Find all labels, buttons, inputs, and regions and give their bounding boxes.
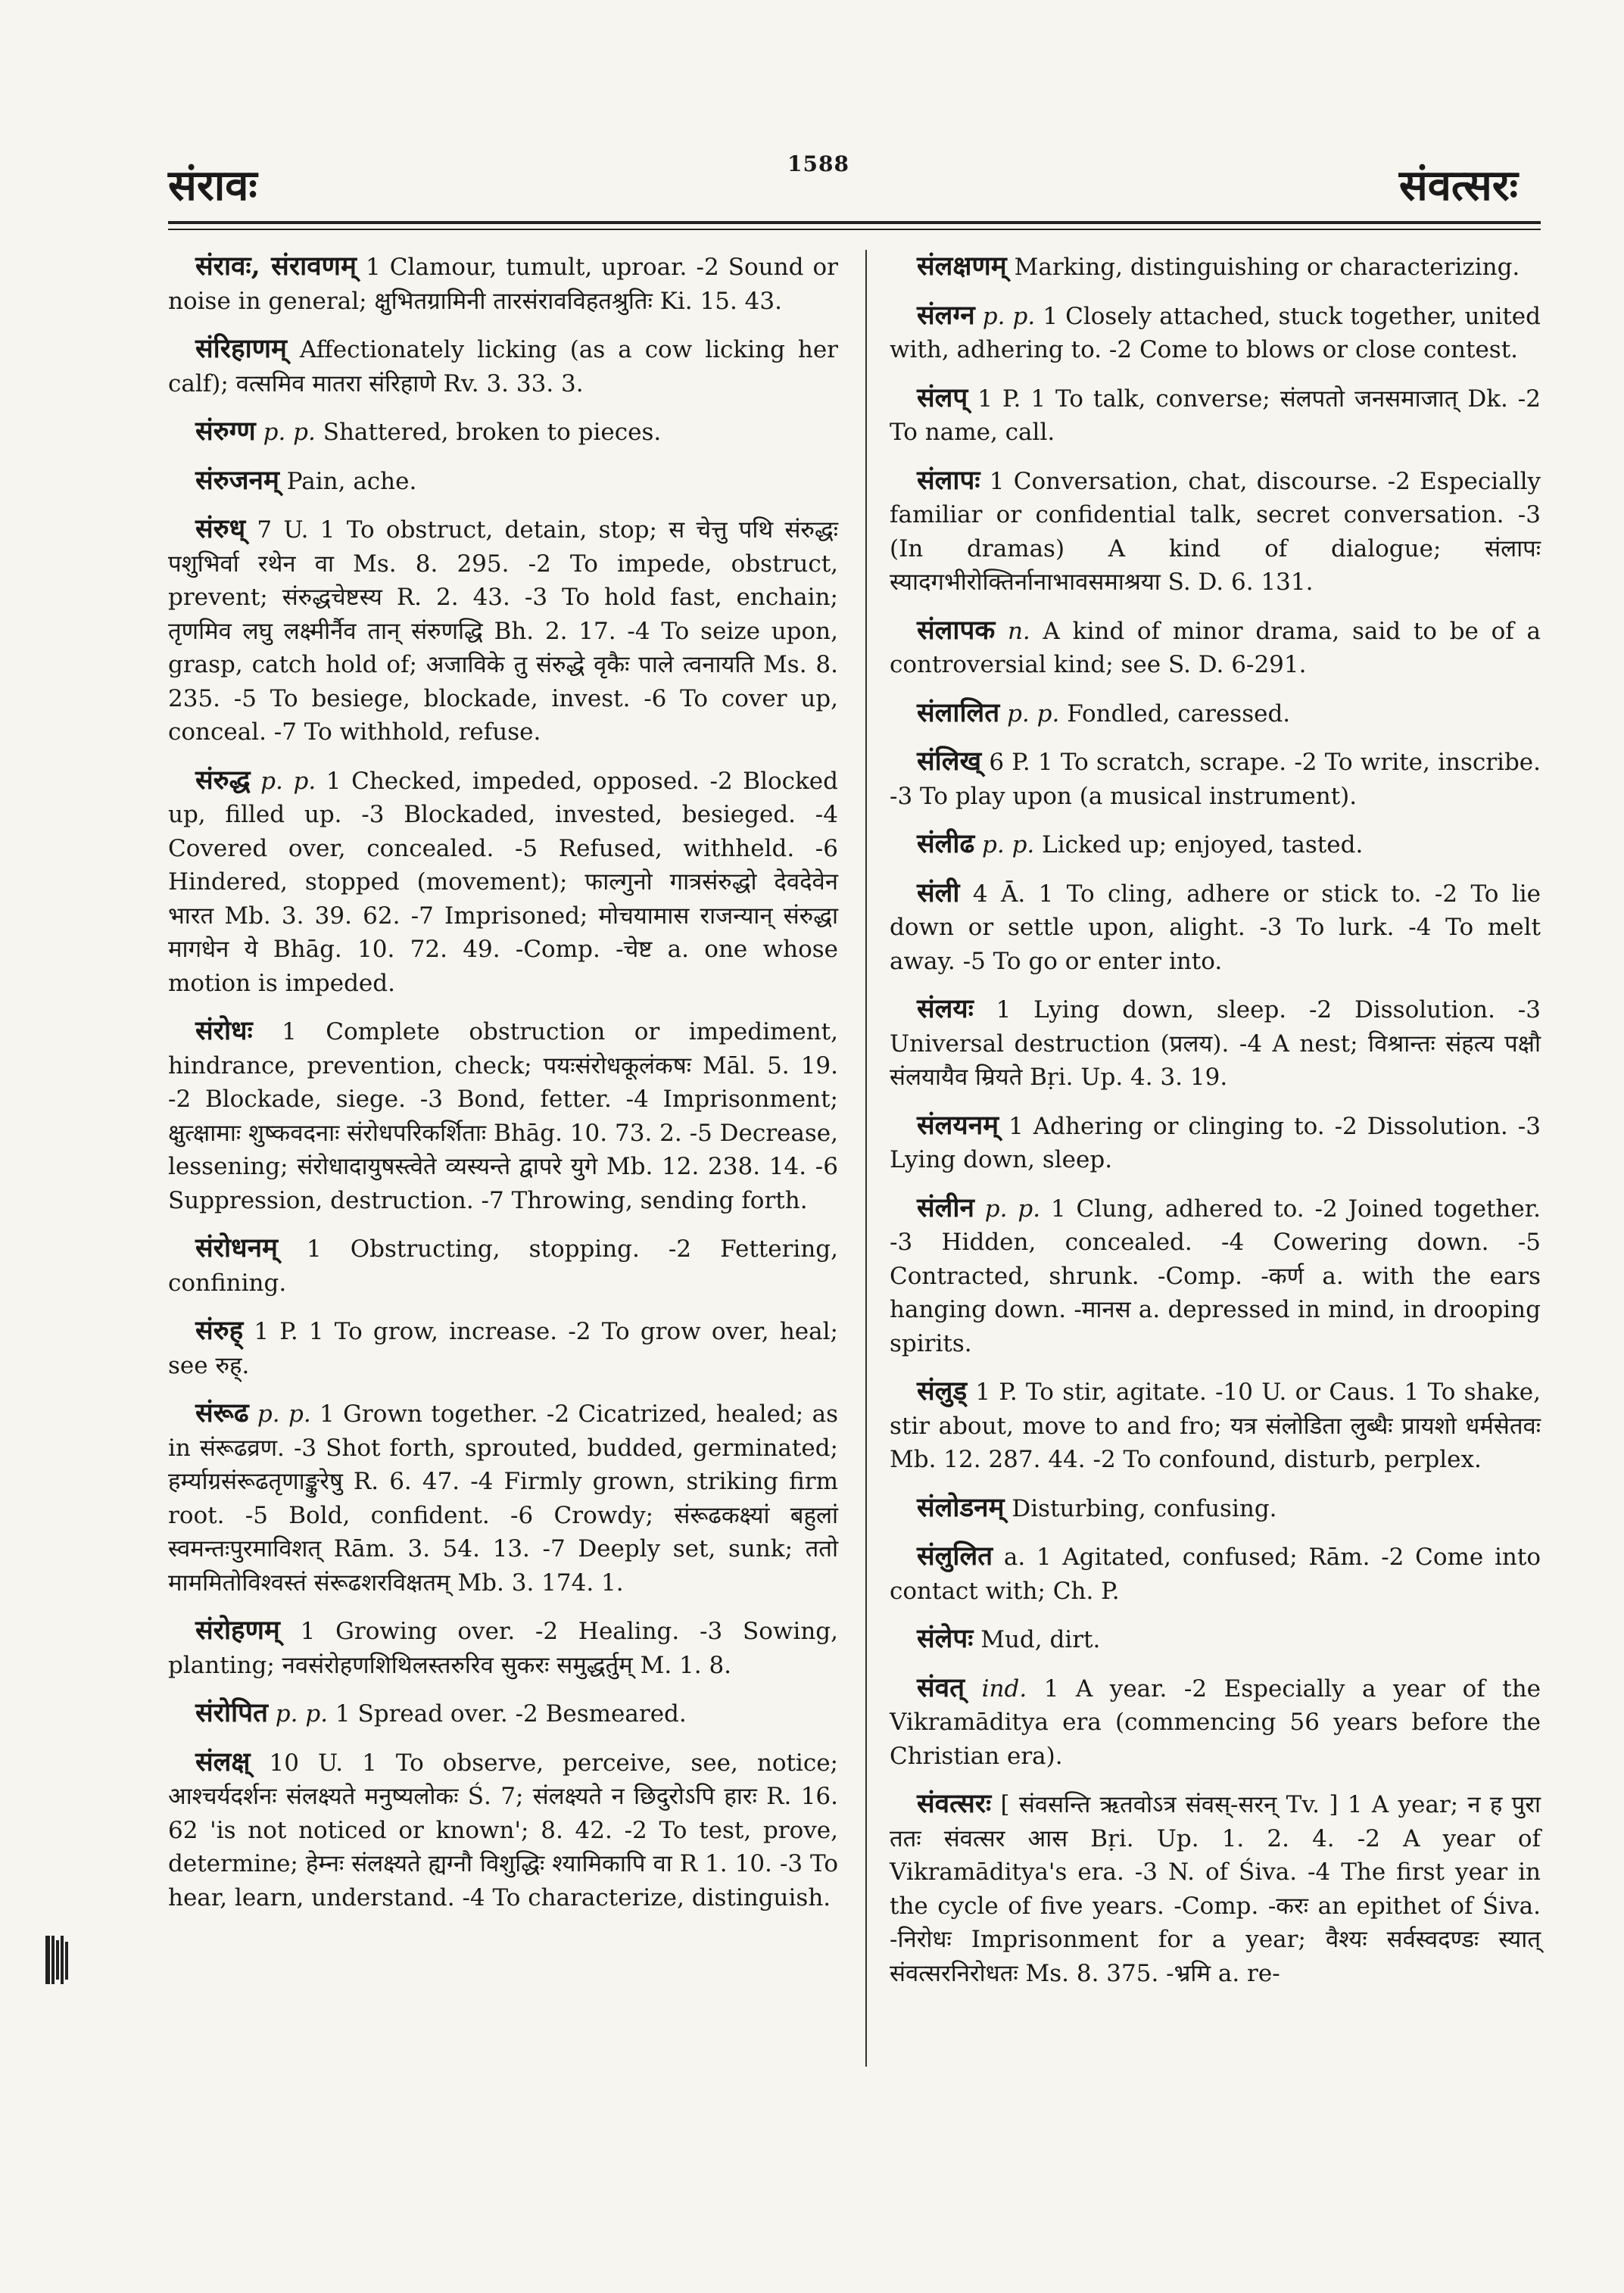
entry-headword: संरुजनम् — [195, 464, 279, 496]
dictionary-entry — [890, 614, 1541, 682]
entry-definition: Mud, dirt. — [980, 1626, 1101, 1653]
entry-headword: संलोडनम् — [917, 1491, 1005, 1523]
dictionary-entry — [890, 1491, 1541, 1526]
dictionary-entry — [168, 1746, 838, 1915]
entry-grammar: p. p. — [257, 1400, 311, 1428]
dictionary-entry — [168, 332, 838, 400]
entry-headword: संरोहणम् — [195, 1615, 280, 1646]
entry-grammar: ind. — [981, 1675, 1027, 1703]
entry-definition: 7 U. 1 To obstruct, detain, stop; स चेत्तु पथि संरुद्धः पशुभिर्वा रथेन वा Ms. 8. 295. -2 To impede, obstruct, prevent; संरुद्धचेष्टस्य R. 2. 43. -3 To hold fast, enchain; तृणमिव लघु लक्ष्मीर्नैव तान् संरुणद्धि Bh. 2. 17. -4 To seize upon, grasp, catch hold of; अजाविके तु संरुद्धे वृकैः पाले त्वनायति Ms. 8. 235. -5 To besiege, blockade, invest. -6 To cover up, conceal. -7 To withhold, refuse. — [168, 516, 838, 746]
header-rule-thin — [168, 229, 1541, 230]
entry-definition: 1 Obstructing, stopping. -2 Fettering, confining. — [168, 1235, 838, 1297]
entry-definition: 1 Growing over. -2 Healing. -3 Sowing, planting; नवसंरोहणशिथिलस्तरुरिव सुकरः समुद्धर्तुम् M. 1. 8. — [168, 1618, 838, 1679]
entry-headword: संरोधनम् — [195, 1232, 278, 1263]
dictionary-entry — [168, 1397, 838, 1600]
entry-headword: संलग्न — [917, 299, 975, 331]
entry-headword: संरिहाणम् — [195, 333, 287, 364]
entry-headword: संरूढ — [195, 1397, 249, 1428]
dictionary-entry — [168, 250, 838, 318]
dictionary-entry — [890, 696, 1541, 731]
left-running-headword: संरावः — [168, 160, 257, 210]
entry-definition: 10 U. 1 To observe, perceive, see, notice; आश्चर्यदर्शनः संलक्ष्यते मनुष्यलोकः Ś. 7; संलक्ष्यते न छिदुरोऽपि हारः R. 16. 62 'is not noticed or known'; 8. 42. -2 To test, prove, determine; हेम्नः संलक्ष्यते ह्यग्नौ विशुद्धिः श्यामिकापि वा R 1. 10. -3 To hear, learn, understand. -4 To characterize, distinguish. — [168, 1749, 839, 1911]
entry-grammar: p. p. — [260, 767, 316, 795]
entry-definition: Disturbing, confusing. — [1011, 1494, 1277, 1522]
entry-definition: 1 Closely attached, stuck together, united with, adhering to. -2 Come to blows or close contest. — [890, 302, 1541, 363]
entry-headword: संलालित — [917, 696, 1000, 728]
entry-definition: 1 Adhering or clinging to. -2 Dissolution. -3 Lying down, sleep. — [890, 1112, 1541, 1173]
entry-definition: 1 Spread over. -2 Besmeared. — [335, 1700, 687, 1728]
entry-grammar: p. p. — [982, 302, 1036, 330]
entry-headword: संलीढ — [917, 828, 975, 859]
entry-grammar: p. p. — [1007, 699, 1060, 727]
entry-grammar: n. — [1007, 617, 1030, 645]
entry-definition: 1 Checked, impeded, opposed. -2 Blocked up, filled up. -3 Blockaded, invested, besieged. -4 Covered over, concealed. -5 Refused, withheld. -6 Hindered, stopped (movement); फाल्गुनो गात्रसंरुद्धो देवदेवेन भारत Mb. 3. 39. 62. -7 Imprisoned; मोचयामास राजन्यान् संरुद्धा मागधेन ये Bhāg. 10. 72. 49. -Comp. -चेष्ट a. one whose motion is impeded. — [168, 767, 838, 997]
dictionary-entry — [168, 1014, 838, 1217]
dictionary-entry — [168, 512, 838, 749]
dictionary-entry — [890, 1540, 1541, 1608]
entry-definition: 1 P. 1 To talk, converse; संलपतो जनसमाजात् Dk. -2 To name, call. — [890, 385, 1541, 446]
entry-definition: 6 P. 1 To scratch, scrape. -2 To write, inscribe. -3 To play upon (a musical instrument). — [890, 749, 1541, 810]
dictionary-entry — [168, 464, 838, 499]
dictionary-entry — [168, 1314, 838, 1382]
entry-headword: संरावः, संरावणम् — [195, 251, 357, 282]
entry-definition: a. 1 Agitated, confused; Rām. -2 Come into contact with; Ch. P. — [890, 1544, 1541, 1605]
entry-definition: 1 P. 1 To grow, increase. -2 To grow over, heal; see रुह्. — [168, 1318, 838, 1379]
page-header — [0, 0, 1624, 212]
entry-definition: [ संवसन्ति ऋतवोऽत्र संवस्-सरन् Tv. ] 1 A year; न ह पुरा ततः संवत्सर आस Bṛi. Up. 1. 2. 4. -2 A year of Vikramāditya's era. -3 N. of Śiva. -4 The first year in the cycle of five years. -Comp. -करः an epithet of Śiva. -निरोधः Imprisonment for a year; वैश्यः सर्वस्वदण्डः स्यात् संवत्सरनिरोधतः Ms. 8. 375. -भ्रमि a. re- — [890, 1791, 1541, 1987]
entry-definition: Fondled, caressed. — [1067, 699, 1291, 727]
entry-definition: Marking, distinguishing or characterizing. — [1014, 254, 1520, 281]
entry-headword: संरोधः — [195, 1015, 253, 1046]
entry-definition: Affectionately licking (as a cow licking her calf); वत्समिव मातरा संरिहाणे Rv. 3. 33. 3. — [168, 336, 839, 397]
entry-definition: 1 Conversation, chat, discourse. -2 Especially familiar or confidential talk, secret conversation. -3 (In dramas) A kind of dialogue; संलापः स्यादगभीरोक्तिर्नानाभावसमाश्रया S. D. 6. 131. — [890, 467, 1541, 596]
right-running-headword: संवत्सरः — [1398, 160, 1518, 210]
entry-headword: संलयनम् — [917, 1109, 999, 1141]
entry-headword: संली — [917, 877, 960, 908]
dictionary-entry — [890, 827, 1541, 862]
dictionary-entry — [890, 1375, 1541, 1477]
dictionary-entry — [890, 1622, 1541, 1657]
dictionary-entry — [890, 1787, 1541, 1990]
dictionary-entry — [890, 299, 1541, 367]
entry-headword: संरुध् — [195, 513, 246, 544]
page-number: 1588 — [787, 151, 849, 176]
entry-headword: संरुद्ध — [195, 764, 251, 796]
dictionary-entry — [890, 382, 1541, 450]
dictionary-entry — [890, 250, 1541, 285]
entry-definition: Shattered, broken to pieces. — [323, 419, 662, 446]
dictionary-entry — [168, 764, 838, 1001]
entry-headword: संरोपित — [195, 1697, 268, 1728]
dictionary-entry — [890, 1671, 1541, 1774]
header-rule-thick — [168, 221, 1541, 224]
entry-definition: 1 Complete obstruction or impediment, hindrance, prevention, check; पयःसंरोधकूलंकषः Māl. 5. 19. -2 Blockade, siege. -3 Bond, fetter. -4 Imprisonment; क्षुत्क्षामाः शुष्कवदनाः संरोधपरिकर्शिताः Bhāg. 10. 73. 2. -5 Decrease, lessening; संरोधादायुषस्त्वेते व्यस्यन्ते द्वापरे युगे Mb. 12. 238. 14. -6 Suppression, destruction. -7 Throwing, sending forth. — [168, 1018, 838, 1214]
entry-definition: 1 Grown together. -2 Cicatrized, healed; as in संरूढव्रण. -3 Shot forth, sprouted, budded, germinated; हर्म्याग्रसंरूढतृणाङ्कुरेषु R. 6. 47. -4 Firmly grown, striking firm root. -5 Bold, confident. -6 Crowdy; संरूढकक्ष्यां बहुलां स्वमन्तःपुरमाविशत् Rām. 3. 54. 13. -7 Deeply set, sunk; ततो माममितोविश्वस्तं संरूढशरविक्षतम् Mb. 3. 174. 1. — [168, 1400, 838, 1597]
entry-definition: A kind of minor drama, said to be of a controversial kind; see S. D. 6-291. — [890, 617, 1541, 678]
entry-headword: संलक्ष् — [195, 1746, 251, 1777]
entry-headword: संरुग्ण — [195, 416, 256, 447]
entry-headword: संलुलित — [917, 1541, 993, 1572]
entry-headword: संवत्सरः — [917, 1788, 992, 1819]
dictionary-entry — [168, 415, 838, 450]
binding-mark-icon — [44, 1934, 70, 1986]
dictionary-entry — [168, 1696, 838, 1731]
dictionary-entry — [890, 464, 1541, 600]
entry-headword: संलीन — [917, 1192, 974, 1223]
entry-definition: 1 Clamour, tumult, uproar. -2 Sound or noise in general; क्षुभितग्रामिनी तारसंरावविहतश्रुतिः Ki. 15. 43. — [168, 254, 838, 315]
entry-grammar: p. p. — [982, 831, 1035, 858]
entry-headword: संलापक — [917, 614, 996, 646]
entry-definition: 1 Lying down, sleep. -2 Dissolution. -3 Universal destruction (प्रलय). -4 A nest; विश्रान्तः संहत्य पक्षौ संलयायैव म्रियते Bṛi. Up. 4. 3. 19. — [890, 996, 1541, 1091]
entry-headword: संवत् — [917, 1671, 965, 1703]
entry-grammar: p. p. — [263, 419, 316, 446]
right-column — [890, 250, 1541, 2005]
entry-headword: संलप् — [917, 382, 968, 413]
entry-grammar: p. p. — [984, 1195, 1041, 1223]
entry-headword: संरुह् — [195, 1315, 244, 1346]
dictionary-entry — [890, 992, 1541, 1095]
dictionary-entry — [168, 1614, 838, 1682]
entry-definition: 1 P. To stir, agitate. -10 U. or Caus. 1 To shake, stir about, move to and fro; यत्र संलोडिता लुब्धैः प्रायशो धर्मसेतवः Mb. 12. 287. 44. -2 To confound, disturb, perplex. — [890, 1379, 1541, 1473]
entry-headword: संलेपः — [917, 1623, 974, 1654]
dictionary-entry — [890, 877, 1541, 979]
entry-headword: संलिख् — [917, 746, 982, 777]
entry-definition: 4 Ā. 1 To cling, adhere or stick to. -2 To lie down or settle upon, alight. -3 To lurk. -4 To melt away. -5 To go or enter into. — [890, 880, 1541, 975]
entry-headword: संलक्षणम् — [917, 251, 1007, 282]
dictionary-entry — [168, 1232, 838, 1300]
dictionary-entry — [890, 745, 1541, 813]
entry-definition: Licked up; enjoyed, tasted. — [1042, 831, 1364, 858]
entry-definition: Pain, ache. — [286, 467, 417, 495]
dictionary-entry — [890, 1109, 1541, 1177]
entry-definition: 1 A year. -2 Especially a year of the Vikramāditya era (commencing 56 years before the Christian era). — [890, 1675, 1541, 1770]
entry-definition: 1 Clung, adhered to. -2 Joined together. -3 Hidden, concealed. -4 Cowering down. -5 Contracted, shrunk. -Comp. -कर्ण a. with the ears hanging down. -मानस a. depressed in mind, in drooping spirits. — [890, 1195, 1541, 1357]
dictionary-entry — [890, 1192, 1541, 1361]
entry-headword: संलापः — [917, 464, 980, 496]
column-divider — [865, 250, 867, 2067]
entry-headword: संलुड् — [917, 1375, 968, 1407]
entry-grammar: p. p. — [275, 1700, 329, 1728]
entry-headword: संलयः — [917, 993, 974, 1024]
left-column — [168, 250, 838, 1929]
